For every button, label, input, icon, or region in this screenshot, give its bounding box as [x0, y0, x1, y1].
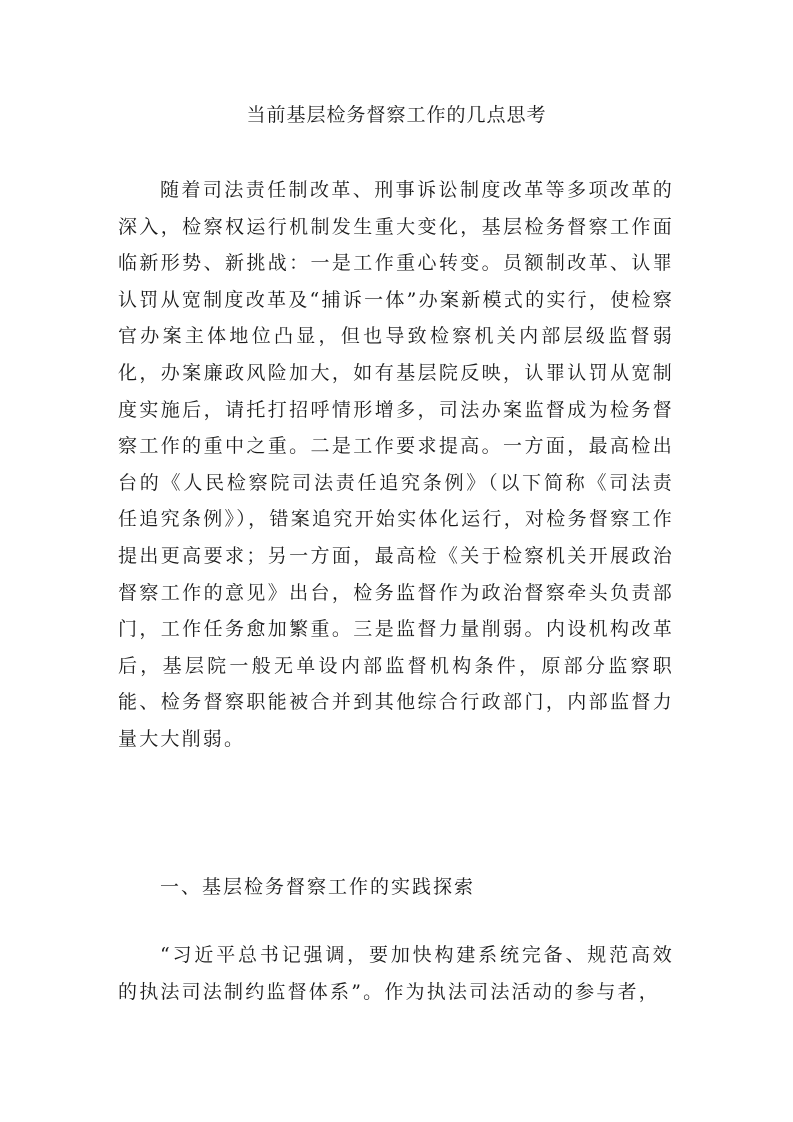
document-title: 当前基层检务督察工作的几点思考: [246, 104, 547, 126]
section-paragraph: “习近平总书记强调，要加快构建系统完备、规范高效的执法司法制约监督体系”。作为执法司法活动的参与者，: [118, 944, 674, 1003]
section-heading: 一、基层检务督察工作的实践探索: [160, 876, 476, 898]
intro-paragraph: 随着司法责任制改革、刑事诉讼制度改革等多项改革的深入，检察权运行机制发生重大变化，基层检务督察工作面临新形势、新挑战：一是工作重心转变。员额制改革、认罪认罚从宽制度改革及“捕诉一体”办案新模式的实行，使检察官办案主体地位凸显，但也导致检察机关内部层级监督弱化，办案廉政风险加大，如有基层院反映，认罪认罚从宽制度实施后，请托打招呼情形增多，司法办案监督成为检务督察工作的重中之重。二是工作要求提高。一方面，最高检出台的《人民检察院司法责任追究条例》（以下简称《司法责任追究条例》），错案追究开始实体化运行，对检务督察工作提出更高要求；另一方面，最高检《关于检察机关开展政治督察工作的意见》出台，检务监督作为政治督察牵头负责部门，工作任务愈加繁重。三是监督力量削弱。内设机构改革后，基层院一般无单设内部监督机构条件，原部分监察职能、检务督察职能被合并到其他综合行政部门，内部监督力量大大削弱。: [118, 179, 674, 750]
